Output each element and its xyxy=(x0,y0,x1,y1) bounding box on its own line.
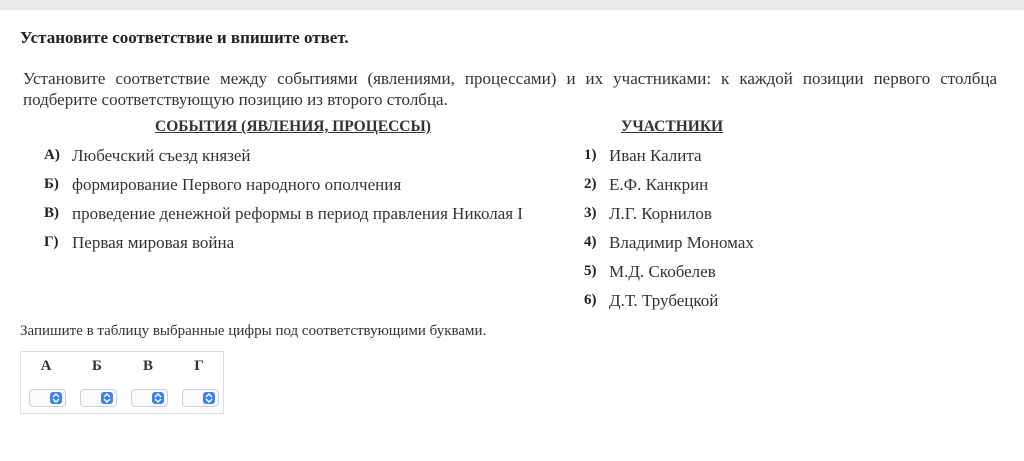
event-text: формирование Первого народного ополчения xyxy=(72,175,402,194)
stepper-icon xyxy=(152,392,164,404)
participant-text: Л.Г. Корнилов xyxy=(609,204,712,223)
participant-text: Е.Ф. Канкрин xyxy=(609,175,709,194)
event-text: Первая мировая война xyxy=(72,233,235,252)
event-key: Г) xyxy=(44,234,59,250)
events-column-title: СОБЫТИЯ (ЯВЛЕНИЯ, ПРОЦЕССЫ) xyxy=(155,118,431,135)
stepper-icon xyxy=(50,392,62,404)
top-bar xyxy=(0,0,1024,10)
answer-select-v[interactable] xyxy=(131,389,168,407)
event-key: В) xyxy=(44,205,59,221)
answer-instruction: Запишите в таблицу выбранные цифры под соответствующими буквами. xyxy=(20,323,487,339)
answer-column-header: А xyxy=(40,358,52,374)
participant-text: М.Д. Скобелев xyxy=(609,262,716,281)
event-text: Любечский съезд князей xyxy=(72,146,251,165)
answer-column-header: Г xyxy=(194,358,204,374)
participant-text: Иван Калита xyxy=(609,146,702,165)
answer-column-header: В xyxy=(142,358,153,374)
task-intro: Установите соответствие между событиями (явлениями, процессами) и их участниками: к каждой позиции первого столбца подберите соответствующую позицию из второго столбца. xyxy=(23,69,997,109)
answer-column-header: Б xyxy=(92,358,102,374)
event-key: А) xyxy=(44,147,60,163)
participants-column-title: УЧАСТНИКИ xyxy=(621,118,724,135)
participant-key: 2) xyxy=(584,176,597,192)
answer-select-a[interactable] xyxy=(29,389,66,407)
participant-key: 5) xyxy=(584,263,597,279)
task-heading: Установите соответствие и впишите ответ. xyxy=(20,28,349,47)
answer-select-b[interactable] xyxy=(80,389,117,407)
stepper-icon xyxy=(101,392,113,404)
answer-select-g[interactable] xyxy=(182,389,219,407)
event-key: Б) xyxy=(44,176,59,192)
participant-key: 1) xyxy=(584,147,597,163)
participant-key: 3) xyxy=(584,205,597,221)
participant-text: Д.Т. Трубецкой xyxy=(609,291,719,310)
participant-key: 4) xyxy=(584,234,597,250)
participant-text: Владимир Мономах xyxy=(609,233,754,252)
answer-table xyxy=(20,351,224,414)
participant-key: 6) xyxy=(584,292,597,308)
event-text: проведение денежной реформы в период правления Николая I xyxy=(72,204,523,223)
stepper-icon xyxy=(203,392,215,404)
